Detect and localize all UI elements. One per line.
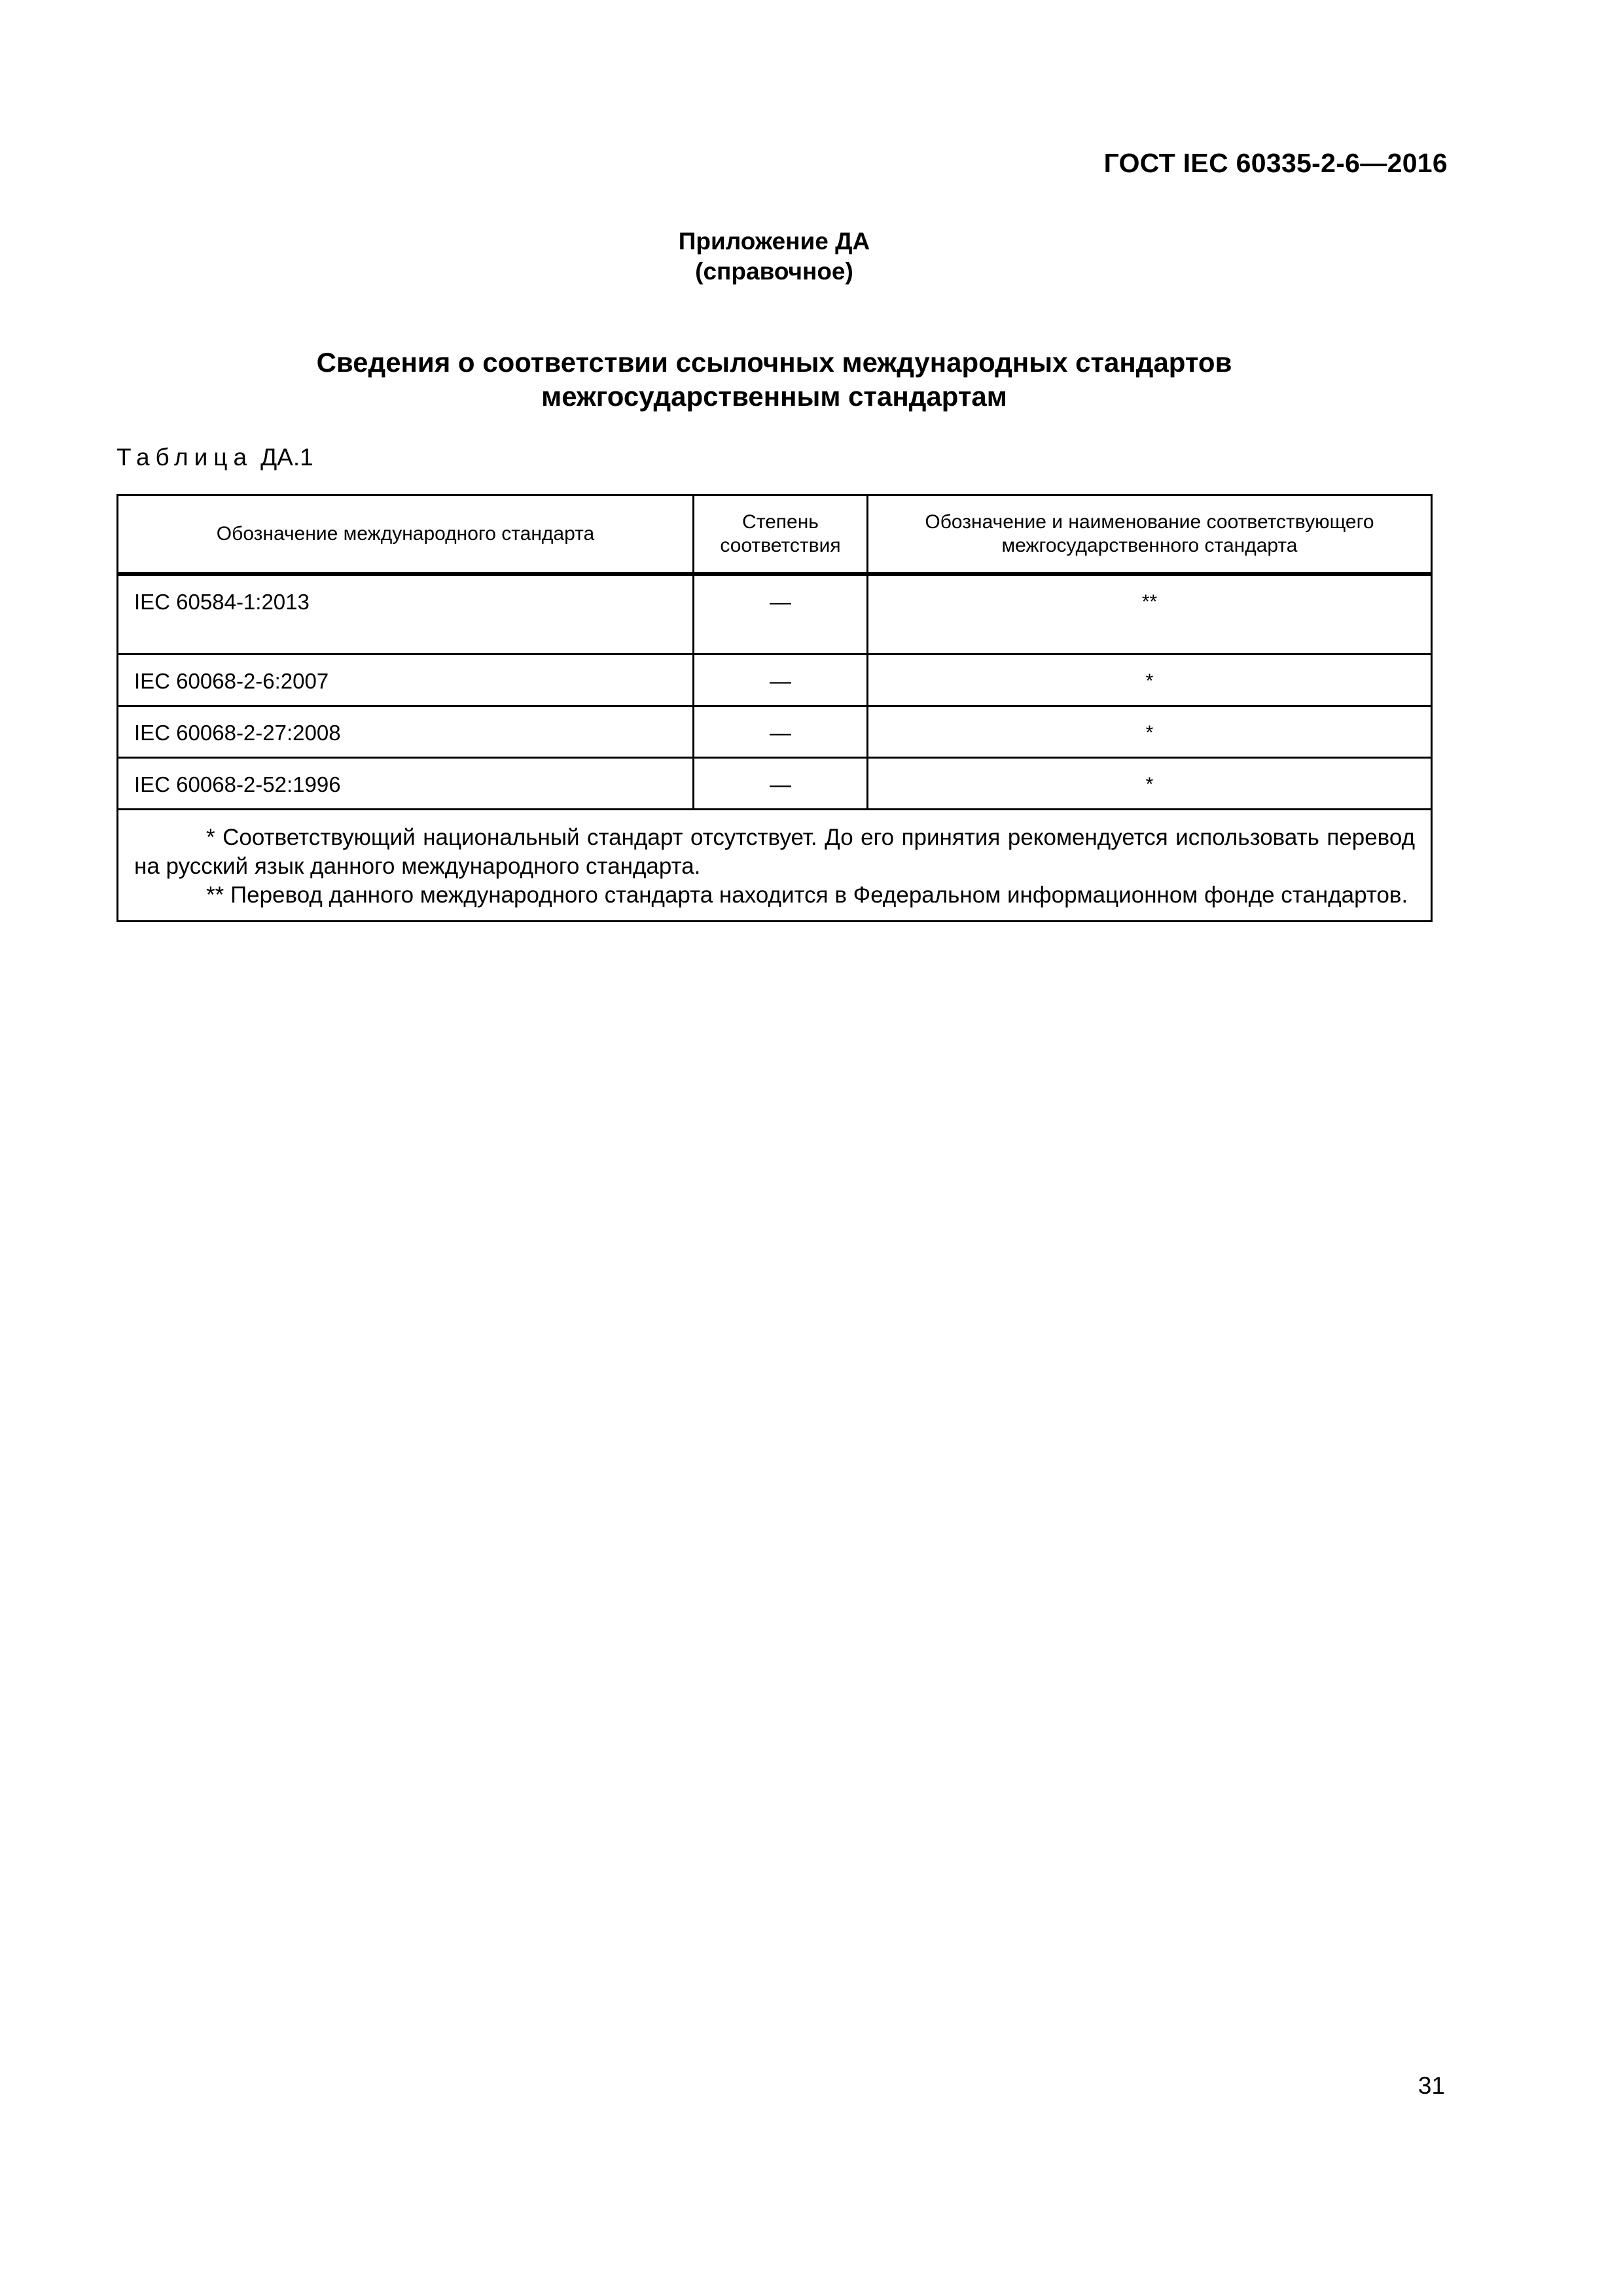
standards-table <box>116 494 1433 922</box>
page-number: 31 <box>1418 2072 1445 2099</box>
table-row <box>118 655 1432 706</box>
equivalent-cell: * <box>868 706 1432 758</box>
table-notes-row <box>118 810 1432 922</box>
table-note-single-asterisk: * Соответствующий национальный стандарт отсутствует. До его принятия рекомендуется использовать перевод на русский язык данного международного стандарта. <box>134 825 1415 879</box>
equivalent-cell: * <box>868 655 1432 706</box>
appendix-heading <box>0 226 1548 287</box>
appendix-title: Приложение ДА <box>678 228 870 255</box>
page-title-line-1: Сведения о соответствии ссылочных международных стандартов <box>316 347 1232 378</box>
degree-cell: — <box>694 706 868 758</box>
table-header-row <box>118 495 1432 575</box>
degree-cell: — <box>694 758 868 810</box>
equivalent-cell: ** <box>868 574 1432 655</box>
column-header-equivalent: Обозначение и наименование соответствующего межгосударственного стандарта <box>868 495 1432 575</box>
page-title-line-2: межгосударственным стандартам <box>541 381 1007 412</box>
table-row <box>118 574 1432 655</box>
equivalent-cell: * <box>868 758 1432 810</box>
standard-cell: IEC 60068-2-52:1996 <box>118 758 694 810</box>
appendix-subtitle: (справочное) <box>695 258 853 285</box>
page-title <box>0 346 1548 414</box>
table-caption-number: ДА.1 <box>260 444 313 471</box>
table-row <box>118 706 1432 758</box>
table-row <box>118 758 1432 810</box>
standard-cell: IEC 60068-2-27:2008 <box>118 706 694 758</box>
column-header-degree: Степень соответствия <box>694 495 868 575</box>
standard-cell: IEC 60584-1:2013 <box>118 574 694 655</box>
table-caption <box>116 444 313 471</box>
standard-cell: IEC 60068-2-6:2007 <box>118 655 694 706</box>
document-code: ГОСТ IEC 60335-2-6—2016 <box>1103 148 1448 178</box>
table-notes <box>118 810 1432 922</box>
degree-cell: — <box>694 574 868 655</box>
table-caption-word: Таблица <box>116 444 253 471</box>
table-note-double-asterisk: ** Перевод данного международного стандарта находится в Федеральном информационном фонде стандартов. <box>206 882 1408 908</box>
degree-cell: — <box>694 655 868 706</box>
column-header-standard: Обозначение международного стандарта <box>118 495 694 575</box>
